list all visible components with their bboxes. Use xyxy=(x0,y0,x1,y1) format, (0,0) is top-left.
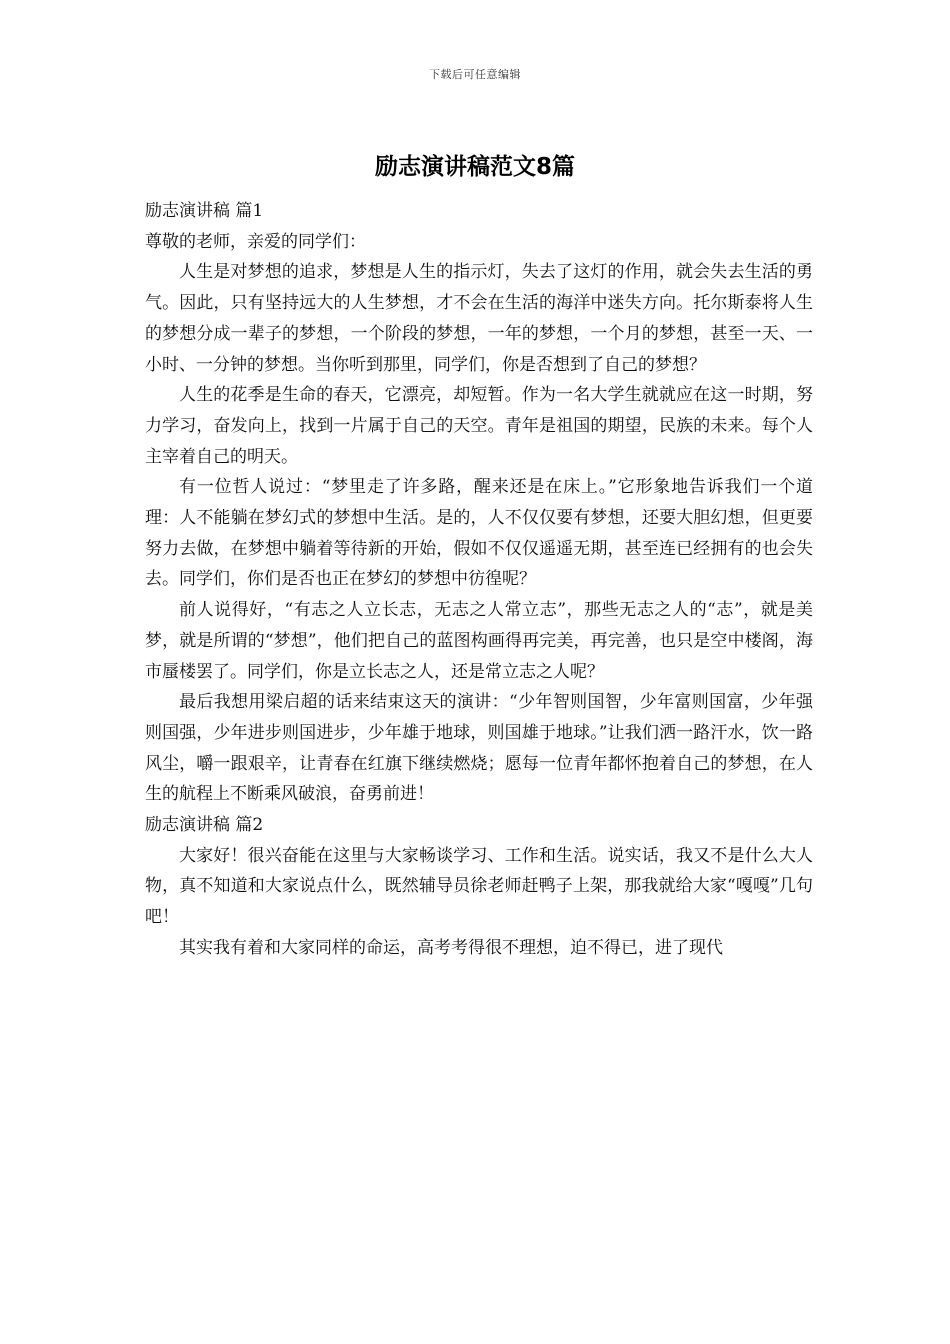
paragraph: 其实我有着和大家同样的命运，高考考得很不理想，迫不得已，进了现代 xyxy=(179,937,723,958)
document-body xyxy=(145,196,813,964)
paragraph: 人生的花季是生命的春天，它漂亮，却短暂。作为一名大学生就就应在这一时期，努力学习，奋发向上，找到一片属于自己的天空。青年是祖国的期望，民族的未来。每个人主宰着自己的明天。 xyxy=(145,385,813,467)
salutation: 尊敬的老师，亲爱的同学们： xyxy=(145,231,366,252)
header-note: 下载后可任意编辑 xyxy=(429,68,521,81)
paragraph: 大家好！很兴奋能在这里与大家畅谈学习、工作和生活。说实话，我又不是什么大人物，真不知道和大家说点什么，既然辅导员徐老师赶鸭子上架，那我就给大家“嘎嘎”几句吧！ xyxy=(145,845,813,928)
paragraph: 前人说得好，“有志之人立长志，无志之人常立志”，那些无志之人的“志”，就是美梦，就是所谓的“梦想”，他们把自己的蓝图构画得再完美，再完善，也只是空中楼阁，海市蜃楼罢了。同学们，你是立长志之人，还是常立志之人呢？ xyxy=(145,600,813,682)
paragraph: 人生是对梦想的追求，梦想是人生的指示灯，失去了这灯的作用，就会失去生活的勇气。因此，只有坚持远大的人生梦想，才不会在生活的海洋中迷失方向。托尔斯泰将人生的梦想分成一辈子的梦想，一个阶段的梦想，一年的梦想，一个月的梦想，甚至一天、一小时、一分钟的梦想。当你听到那里，同学们，你是否想到了自己的梦想？ xyxy=(145,262,813,375)
section-heading: 励志演讲稿 篇2 xyxy=(145,815,264,836)
document-title: 励志演讲稿范文8篇 xyxy=(374,154,575,180)
paragraph: 有一位哲人说过：“梦里走了许多路，醒来还是在床上。”它形象地告诉我们一个道理：人不能躺在梦幻式的梦想中生活。是的，人不仅仅要有梦想，还要大胆幻想，但更要努力去做，在梦想中躺着等待新的开始，假如不仅仅遥遥无期，甚至连已经拥有的也会失去。同学们，你们是否也正在梦幻的梦想中彷徨呢？ xyxy=(145,477,813,590)
paragraph: 最后我想用梁启超的话来结束这天的演讲：“少年智则国智，少年富则国富，少年强则国强，少年进步则国进步，少年雄于地球，则国雄于地球。”让我们洒一路汗水，饮一路风尘，嚼一跟艰辛，让青春在红旗下继续燃烧；愿每一位青年都怀抱着自己的梦想，在人生的航程上不断乘风破浪，奋勇前进！ xyxy=(145,692,813,805)
section-heading: 励志演讲稿 篇1 xyxy=(145,201,264,221)
